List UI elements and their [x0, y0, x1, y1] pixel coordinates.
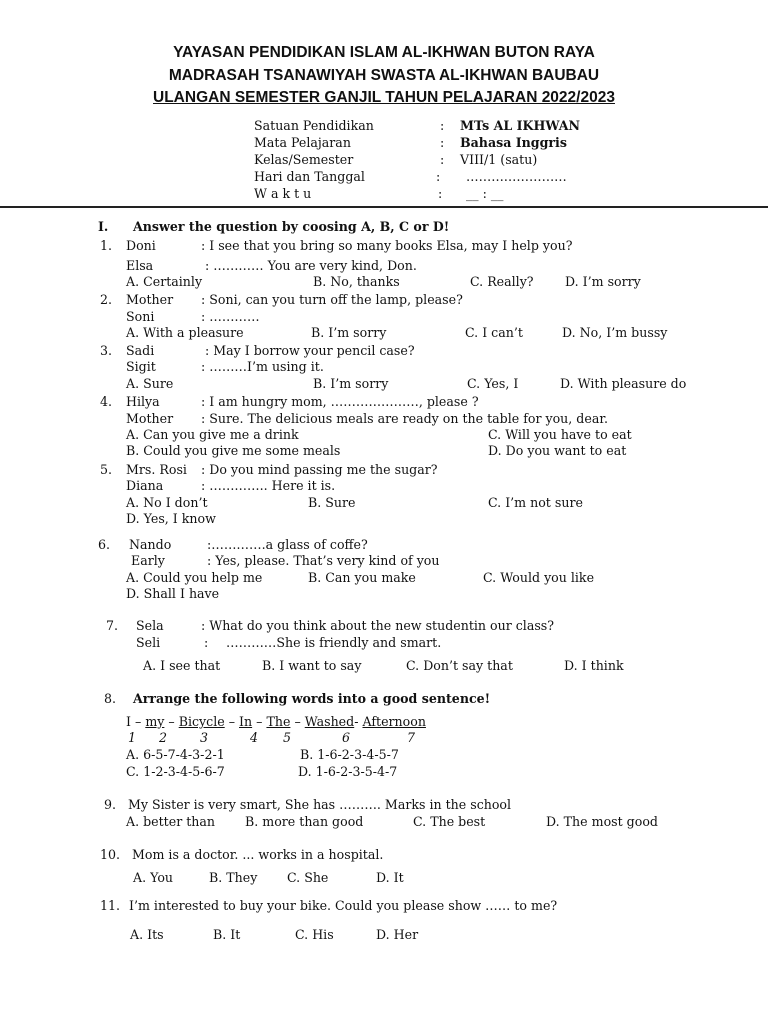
option-c[interactable]: C. I’m not sure [488, 495, 583, 510]
dialogue-line: : What do you think about the new studentin our class? [201, 618, 555, 633]
option-d[interactable]: D. It [376, 870, 404, 885]
speaker: Soni [126, 309, 155, 324]
question-number: 4. [100, 394, 113, 409]
question-number: 10. [100, 847, 121, 862]
speaker: Sigit [126, 359, 156, 374]
option-b[interactable]: B. I’m sorry [313, 376, 389, 391]
info-label-date: Hari dan Tanggal [254, 169, 365, 184]
info-sep: : [438, 186, 443, 201]
dialogue-line: : May I borrow your pencil case? [205, 343, 415, 358]
word-2: my [145, 714, 165, 729]
question-text: Mom is a doctor. ... works in a hospital. [132, 847, 384, 862]
dialogue-line: : Do you mind passing me the sugar? [201, 462, 438, 477]
dialogue-separator: : [204, 635, 209, 650]
speaker: Mother [126, 411, 174, 426]
option-c[interactable]: C. Will you have to eat [488, 427, 632, 442]
option-b[interactable]: B. 1-6-2-3-4-5-7 [300, 747, 399, 762]
option-a[interactable]: A. I see that [143, 658, 221, 673]
option-d[interactable]: D. 1-6-2-3-5-4-7 [298, 764, 398, 779]
dialogue-line: : Yes, please. That’s very kind of you [207, 553, 440, 568]
foundation-name: YAYASAN PENDIDIKAN ISLAM AL-IKHWAN BUTON RAYA [173, 44, 595, 61]
option-a[interactable]: A. Its [130, 927, 164, 942]
exam-title [0, 89, 768, 107]
word-1: I [126, 714, 131, 729]
info-label-class: Kelas/Semester [254, 152, 354, 167]
info-value-time: __ : __ [466, 186, 504, 201]
dialogue-line: …………She is friendly and smart. [226, 635, 442, 650]
option-c[interactable]: C. 1-2-3-4-5-6-7 [126, 764, 225, 779]
word-dash: – [228, 714, 236, 729]
option-a[interactable]: A. Can you give me a drink [126, 427, 299, 442]
word-number-7: 7 [407, 730, 416, 745]
option-b[interactable]: B. I want to say [262, 658, 362, 673]
word-number-1: 1 [128, 730, 137, 745]
option-c[interactable]: C. She [287, 870, 329, 885]
question-number: 8. [104, 691, 117, 706]
word-7: Afternoon [362, 714, 426, 729]
question-number: 3. [100, 343, 113, 358]
option-d[interactable]: D. I’m sorry [565, 274, 641, 289]
question-number: 11. [100, 898, 121, 913]
option-b[interactable]: B. Could you give me some meals [126, 443, 341, 458]
word-dash: – [294, 714, 301, 729]
info-value-class: VIII/1 (satu) [460, 152, 538, 167]
option-a[interactable]: A. No I don’t [126, 495, 208, 510]
option-b[interactable]: B. No, thanks [313, 274, 400, 289]
option-c[interactable]: C. Yes, I [467, 376, 519, 391]
option-a[interactable]: A. better than [126, 814, 216, 829]
speaker: Doni [126, 238, 156, 253]
info-sep: : [440, 152, 445, 167]
option-d[interactable]: D. I think [564, 658, 624, 673]
speaker: Early [131, 553, 165, 568]
option-d[interactable]: D. No, I’m bussy [562, 325, 668, 340]
question-number: 2. [100, 292, 113, 307]
speaker: Seli [136, 635, 161, 650]
option-a[interactable]: A. Could you help me [126, 570, 263, 585]
info-value-date: …………………… [466, 169, 567, 184]
dialogue-line: :………….a glass of coffe? [207, 537, 368, 552]
section-number: I. [98, 219, 109, 234]
speaker: Nando [129, 537, 172, 552]
question-number: 7. [106, 618, 119, 633]
option-c[interactable]: C. Would you like [483, 570, 595, 585]
word-5: The [266, 714, 291, 729]
option-a[interactable]: A. Sure [126, 376, 174, 391]
word-dash: – [168, 714, 175, 729]
question-instruction: Arrange the following words into a good sentence! [133, 691, 491, 706]
option-b[interactable]: B. They [209, 870, 258, 885]
dialogue-line: : Sure. The delicious meals are ready on the table for you, dear. [201, 411, 608, 426]
option-b[interactable]: B. more than good [245, 814, 364, 829]
info-label-subject: Mata Pelajaran [254, 135, 351, 150]
dialogue-line: : ………….. Here it is. [201, 478, 336, 493]
word-dash: – [135, 714, 142, 729]
info-sep: : [440, 135, 445, 150]
question-number: 6. [98, 537, 111, 552]
header-divider [0, 206, 768, 208]
exam-title-text: ULANGAN SEMESTER GANJIL TAHUN PELAJARAN 2022/2023 [153, 89, 615, 106]
word-4: In [239, 714, 253, 729]
word-dash: – [256, 714, 263, 729]
info-label-time: W a k t u [254, 186, 312, 201]
question-number: 1. [100, 238, 113, 253]
option-d[interactable]: D. Yes, I know [126, 511, 216, 526]
dialogue-line: : Soni, can you turn off the lamp, please? [201, 292, 463, 307]
section-title: Answer the question by coosing A, B, C or D! [133, 219, 450, 234]
option-b[interactable]: B. It [213, 927, 241, 942]
dialogue-line: : ………… [201, 309, 260, 324]
dialogue-line: : ………I’m using it. [201, 359, 324, 374]
word-hyphen: - [354, 714, 359, 729]
option-a[interactable]: A. 6-5-7-4-3-2-1 [126, 747, 225, 762]
speaker: Mother [126, 292, 174, 307]
word-number-6: 6 [342, 730, 351, 745]
info-label-unit: Satuan Pendidikan [254, 118, 374, 133]
option-c[interactable]: C. I can’t [465, 325, 523, 340]
question-number: 9. [104, 797, 117, 812]
speaker: Sela [136, 618, 164, 633]
option-c[interactable]: C. The best [413, 814, 486, 829]
option-a[interactable]: A. With a pleasure [126, 325, 244, 340]
word-number-3: 3 [200, 730, 209, 745]
question-text: I’m interested to buy your bike. Could you please show …… to me? [129, 898, 558, 913]
speaker: Elsa [126, 258, 154, 273]
speaker: Hilya [126, 394, 160, 409]
option-c[interactable]: C. Don’t say that [406, 658, 513, 673]
info-sep: : [440, 118, 445, 133]
option-d[interactable]: D. Do you want to eat [488, 443, 627, 458]
option-d[interactable]: D. With pleasure do [560, 376, 687, 391]
word-number-2: 2 [159, 730, 168, 745]
option-b[interactable]: B. I’m sorry [311, 325, 387, 340]
word-3: Bicycle [178, 714, 225, 729]
word-list [126, 714, 426, 729]
speaker: Sadi [126, 343, 155, 358]
school-name: MADRASAH TSANAWIYAH SWASTA AL-IKHWAN BAUBAU [168, 67, 600, 84]
word-6: Washed [304, 714, 355, 729]
info-value-subject: Bahasa Inggris [460, 135, 567, 150]
question-number: 5. [100, 462, 113, 477]
dialogue-line: : ………… You are very kind, Don. [205, 258, 417, 273]
option-d[interactable]: D. The most good [546, 814, 658, 829]
option-d[interactable]: D. Shall I have [126, 586, 220, 601]
info-sep: : [436, 169, 441, 184]
option-b[interactable]: B. Sure [308, 495, 356, 510]
word-number-4: 4 [250, 730, 259, 745]
dialogue-line: : I see that you bring so many books Elsa, may I help you? [201, 238, 573, 253]
speaker: Mrs. Rosi [126, 462, 187, 477]
dialogue-line: : I am hungry mom, …………………, please ? [201, 394, 479, 409]
option-a[interactable]: A. You [133, 870, 174, 885]
option-c[interactable]: C. His [295, 927, 334, 942]
word-number-5: 5 [283, 730, 292, 745]
info-value-unit: MTs AL IKHWAN [460, 118, 580, 133]
option-a[interactable]: A. Certainly [126, 274, 203, 289]
option-b[interactable]: B. Can you make [308, 570, 416, 585]
speaker: Diana [126, 478, 164, 493]
option-d[interactable]: D. Her [376, 927, 419, 942]
question-text: My Sister is very smart, She has ………. Marks in the school [128, 797, 512, 812]
option-c[interactable]: C. Really? [470, 274, 534, 289]
